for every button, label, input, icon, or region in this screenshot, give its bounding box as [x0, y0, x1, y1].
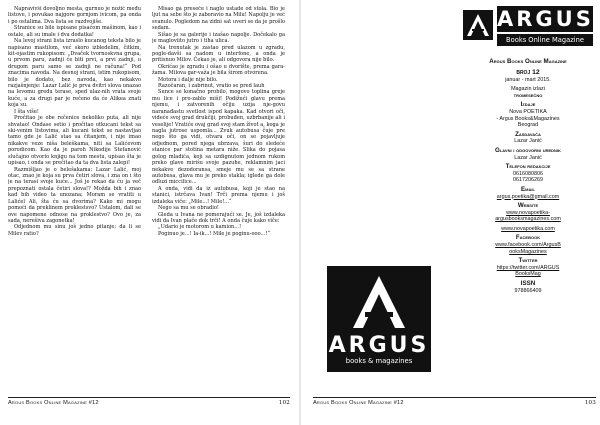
paragraph: Nego sa mu se obradio! — [158, 205, 219, 212]
argus-logo-mark-icon — [463, 10, 493, 40]
website-link-1b[interactable]: argusbooksmagazines.com — [495, 216, 561, 223]
paragraph: Motora i dalje nije bilo. — [158, 76, 218, 83]
paragraph: I šta više! — [14, 108, 39, 115]
page-footer-left — [8, 397, 290, 408]
phone-1: 0616080806 — [513, 170, 543, 177]
paragraph: Stranice su bile ispisane pisaćom mašinom, kao i ostale, ali su imale i dva dodatka! — [8, 25, 141, 38]
twitter-link-b[interactable]: BooksMag — [515, 271, 541, 278]
email-label: Email — [521, 185, 535, 193]
argus-big-logo — [327, 266, 431, 372]
editor-label: Glavni i odgovorni urednik — [495, 146, 561, 154]
phone-label: Telefon redakcije — [505, 163, 551, 171]
publisher-line-2: - Argus Books&Magazines — [496, 115, 560, 122]
paragraph: Poginuo je...! Ia-ik...! Mile je poginu-ooo...!“ — [158, 230, 270, 237]
publisher-line-1: Nova POETIKA — [509, 108, 547, 115]
paragraph: Odjednom mu sinu još jedno pitanje; da li se Milev ratio? — [8, 224, 141, 237]
paragraph: Na trenutak je zastao pred ulazom u zgradu, pogle-davši sa nadom u interfone, a onda je pritisnuo Milov. Čekao je, ali odgovora nije bilo. — [152, 44, 285, 64]
email-link[interactable]: argus.poetika@gmail.com — [496, 193, 560, 200]
publisher-city: Beograd — [517, 122, 539, 129]
website-link-2[interactable]: www.novapoetika.com — [501, 225, 555, 232]
footer-title: Argus Books Online Magazine #12 — [313, 400, 404, 406]
logo-wordmark: ARGUS — [497, 7, 594, 31]
frequency-value: tromesečno — [513, 91, 543, 99]
paragraph: Gleda u Ivana ne pomerajući se. Je, još izdaleka vidi da Ivan plače dok trči! A onda čuje kako viče: — [152, 211, 285, 224]
page-number: 103 — [584, 400, 596, 406]
paragraph: Napravivši dovoljno mesta, gurnuo je nožić među listove, i povukao najgore gornjom ivicom, pa onda i po ostalima. Dva lista se razdvojiše. — [8, 6, 141, 25]
page-footer-right — [313, 397, 596, 408]
argus-logo — [463, 6, 593, 49]
logo-subtitle: Books Online Magazine — [497, 34, 593, 46]
paragraph: Razočaran, i zabrinut, vratio se pred lauh — [158, 83, 265, 90]
website-label: Website — [517, 202, 539, 210]
paragraph: Sunce se konačno probilo, mogovo toplina greje mu lice i pro-zablo miši! Podižući glavu prema njemu, i zatvorenih očiju uzija nje-govu naranađastu svetlost ispod kapaka. Kad otvori oči, videće svoj grad drukčiji, probuđen, uzbrbanije ali i veselije! Vratiće ovaj grad svoj stam život a, koga je nagla jutrose uspomla... Zvuk autobusa čuje pre nego što ga vidi, otvara oči, on se pojavljuje odjednom, pored njega ubrzava, šuri do sledeće stanice par stotina metara niže. Slika do pojasa golog mladića, koji sa uzdignutom jednom rukom preko glave mirišu svoje pazuhe, reklamnim jaci nekakve dezodoransa, smeje mu se sa strane autobusa, glava mu je preko stakla; iglede ga dole odluzi miccilice... — [152, 89, 285, 186]
paragraph: „Udario je motorom u kamion...! — [158, 224, 242, 231]
issn-label: ISSN — [520, 280, 536, 288]
facebook-link-b[interactable]: ooksMagazines — [509, 248, 547, 255]
text-column-1 — [8, 6, 141, 391]
editor-name: Lazar Janić — [514, 154, 542, 161]
paragraph: Okrićao je zgradu i ošao u dvorište, prema gara-žama. Milova gar-važa je bila širom otvorena. — [152, 63, 285, 77]
facebook-label: Facebook — [515, 234, 541, 242]
website-link-1a[interactable]: www.novapoetika- — [506, 209, 550, 216]
paragraph: Na levoj strani lista izraslo kucanog teksta bilo je napisano mastilom, već skoro izbledelim, čitkim, kit-ojastim rukopisom: „Dvaček tvornoskvna grupa, u prvom paru, zadnji će biti prvi, a prvi zadnji, u drugom paru samo se zadnji ne računa!“ Pod znacima navoda. Na desnoj strani, istim rukopisom, bilo je dodato, bez navoda, kao nekakvo razjašnjenje: Lazar Lalić je prva dvitri slova unazao na levomu gredu terase, sped ulaz-nih vrata svoje kuće, a za drugi par je rečeno da će Alikea znati koja su. — [8, 38, 141, 109]
argus-big-mark-icon — [349, 272, 409, 336]
footer-title: Argus Books Online Magazine #12 — [8, 400, 99, 406]
page-number: 102 — [278, 400, 290, 406]
big-logo-subtitle: books & magazines — [345, 357, 413, 365]
paragraph: Razmišljao je o belešakama: Lazar Lalić, moj otac, znao je koja su prva četiri slova, i zna on i što je na terasi svoje kuće... Još je rekao da ću ja več prepoznati ostala četiri slova!? Možda bih i znao kad bih video ta unozana; Moram se vratiti u Lalićel Ali, šta ću sa dvorima? Kako mi mogu pomoći da preklinem proklestsvo? Ustalom, dali se ove napomene odnose na proklestvo? Ovo je, za sada, nerešiva zagonetka! — [8, 166, 141, 224]
paragraph: Pročitao je obe rečenice nekoliko puta, ali nije shvatao! Ondase setio i pročitao otkucani tekst sa ski-venim listovima, ali kucani tekst se nastavljao tamo gde je Lalić stao sa čitanjem, i nije imao nikakve veze niša beleškama, niti sa Lalićevom porodicom. Kao da je paroh Nikodije Stefanović slučajno otvorio knjigu na tom mestu, upisao šta je upisao, i onda se prečitao da ta dva lista zalepi! — [8, 115, 141, 167]
publisher-label: Izdaje — [520, 101, 536, 109]
issue-date: januar - mart 2015. — [505, 76, 551, 83]
right-page — [301, 0, 600, 425]
founder-name: Lazar Janić — [514, 138, 542, 145]
masthead — [463, 58, 593, 294]
phone-2: 0617206269 — [513, 177, 543, 184]
twitter-link-a[interactable]: https://twitter.com/ARGUS — [496, 264, 560, 271]
facebook-link-a[interactable]: www.facebook.com/ArgusB — [495, 242, 561, 249]
twitter-label: Twitter — [518, 257, 538, 265]
frequency-text: Magazin izlazi — [511, 86, 545, 93]
masthead-title: Argus Books Online Magazine — [489, 58, 567, 65]
text-column-4 — [309, 6, 442, 256]
paragraph: A onda, vidi da iz autobusa, koji je stao na stanici, istrčava Ivan! Trči prema njemu i još izdaleka viče: „Mile...! Mile!...“ — [152, 185, 285, 205]
text-column-2 — [152, 6, 285, 391]
issue-number: broj 12 — [516, 69, 540, 76]
issn-value: 978866409 — [514, 287, 542, 294]
paragraph: Sišao je sa galerije i izašao napolje. Dočekalo ga je magloviito jutro i tiha ulica. — [152, 31, 285, 45]
paragraph: Misao ga preseče i naglo ustade od stola. Bio je ljut na sebe što je zaboravio na Milu! Napolju je već svanulo. Pogledom na zidni sat uveri se da je prošlo sedam. — [152, 6, 285, 32]
founder-label: Zasdavača — [515, 130, 541, 138]
big-logo-wordmark: ARGUS — [328, 333, 430, 358]
